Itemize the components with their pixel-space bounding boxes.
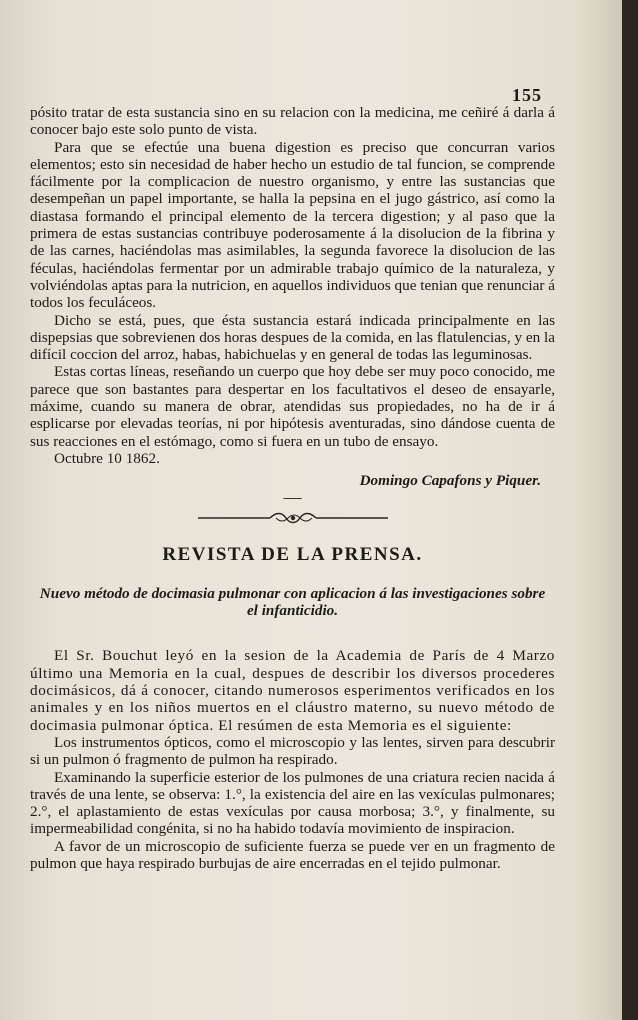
ornament-divider-icon	[198, 510, 388, 526]
paragraph-digestion: Para que se efectúe una buena digestion es preciso que concurran varios elementos; esto sin necesidad de haber hecho un estudio de tal funcion, se comprende fácilmente por la complicacion de nuestro organismo, y entre las sustancias que desempeñan un papel importante, se halla la pepsina en el jugo gástrico, así como la diastasa formando el principal elemento de la tercera digestion; y al paso que la primera de estas sustancias contribuye poderosamente á la disolucion de la fibrina y de las carnes, haciéndolas mas asimilables, la segunda favorece la disolucion de las féculas, haciéndolas fermentar por un admirable trabajo químico de la naturaleza, y volviéndolas aptas para la nutricion, en aquellos individuos que tenian que renunciar á todos los feculáceos.	[30, 138, 555, 312]
paragraph-bouchut: El Sr. Bouchut leyó en la sesion de la Academia de París de 4 Marzo último una Memoria en la cual, despues de describir los diversos procederes docimásicos, dá á conocer, citando numerosos esperimentos verificados en los animales y en los niños muertos en el cláustro materno, su nuevo método de docimasia pulmonar óptica. El resúmen de esta Memoria es el siguiente:	[30, 647, 555, 734]
paragraph-conclusion: Estas cortas líneas, reseñando un cuerpo que hoy debe ser muy poco conocido, me parece que son bastantes para despertar en los facultativos el deseo de ensayarle, máxime, cuando su manera de obrar, atendidas sus propiedades, no ha de ir á esplicarse por elevadas teorías, ni por hipótesis aventuradas, sino dándose cuenta de sus reacciones en el estómago, como si fuera en un tubo de ensayo.	[30, 363, 555, 450]
short-rule: —	[283, 486, 302, 507]
paragraph-indications: Dicho se está, pues, que ésta sustancia estará indicada principalmente en las dispepsias que sobrevienen dos horas despues de la comida, en las flatulencias, y en la difícil coccion del arroz, habas, habichuelas y en general de todas las leguminosas.	[30, 311, 555, 364]
article-title: Nuevo método de docimasia pulmonar con aplicacion á las investigaciones sobre el infanticidio.	[39, 584, 546, 620]
paragraph-continued: pósito tratar de esta sustancia sino en su relacion con la medicina, me ceñiré á darla á conocer bajo este solo punto de vista.	[30, 104, 555, 139]
paragraph-examination: Examinando la superficie esterior de los pulmones de una criatura recien nacida á través de una lente, se observa: 1.°, la existencia del aire en las vexículas pulmonares; 2.°, el aplastamiento de estas vexículas por causa morbosa; 3.°, y finalmente, su impermeabilidad congénita, si no ha habido todavía movimiento de inspiracion.	[30, 768, 555, 838]
paragraph-instruments: Los instrumentos ópticos, como el microscopio y las lentes, sirven para descubrir si un pulmon ó fragmento de pulmon ha respirado.	[30, 733, 555, 769]
page-number: 155	[512, 85, 542, 105]
paragraph-microscope: A favor de un microscopio de suficiente fuerza se puede ver en un fragmento de pulmon que haya respirado burbujas de aire encerradas en el tejido pulmonar.	[30, 837, 555, 872]
text-column	[30, 104, 555, 872]
date-line: Octubre 10 1862.	[54, 449, 160, 467]
section-title: REVISTA DE LA PRENSA.	[162, 543, 423, 565]
author-signature: Domingo Capafons y Piquer.	[359, 472, 541, 490]
